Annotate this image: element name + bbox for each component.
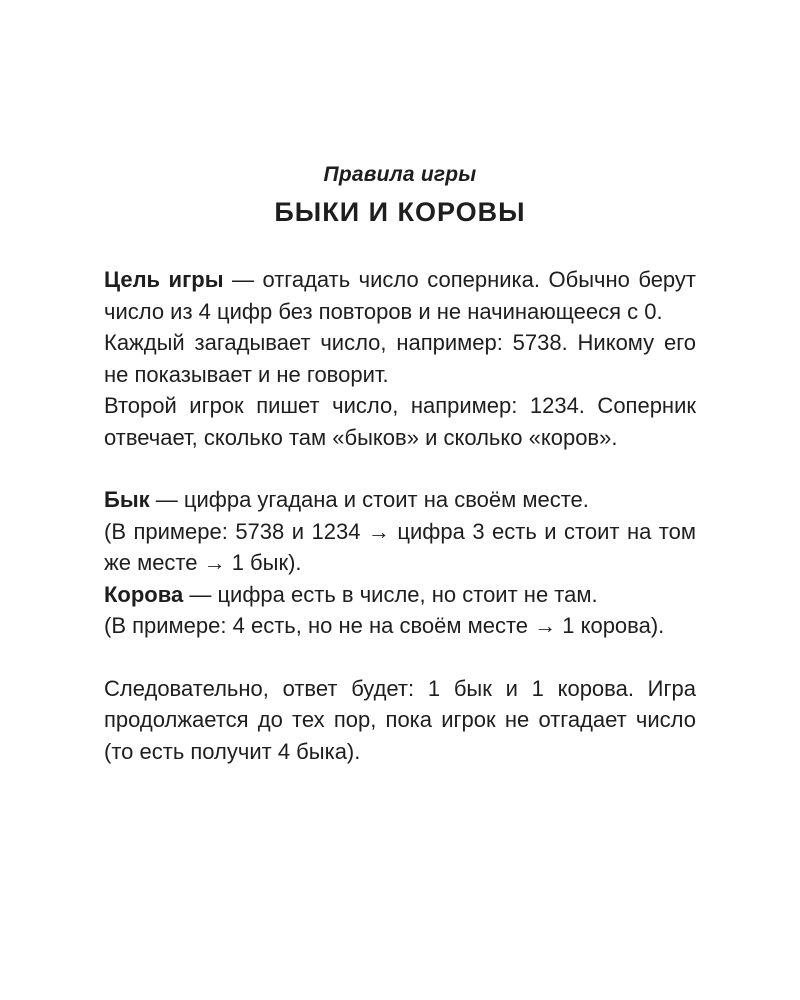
cow-example: (В примере: 4 есть, но не на своём месте → 1 корова). [104,613,665,638]
page-subtitle: Правила игры [323,163,477,186]
page-title: БЫКИ И КОРОВЫ [274,197,526,227]
goal-text: — отгадать число соперника. Обычно берут число из 4 цифр без повторов и не начинающееся с 0. [104,267,696,324]
cow-definition [104,579,696,611]
guess-paragraph: Второй игрок пишет число, например: 1234. Соперник отвечает, сколько там «быков» и сколько «коров». [104,393,696,450]
section-gap [104,642,696,673]
bull-example: (В примере: 5738 и 1234 → цифра 3 есть и стоит на том же месте → 1 бык). [104,518,696,575]
bull-definition [104,484,696,516]
bull-text: — цифра угадана и стоит на своём месте. [149,487,589,512]
secret-paragraph: Каждый загадывает число, например: 5738. Никому его не показывает и не говорит. [104,330,696,387]
section-gap [104,453,696,484]
cow-term: Корова [104,581,184,607]
goal-paragraph [104,264,696,327]
rules-page [104,160,696,767]
conclusion-paragraph: Следовательно, ответ будет: 1 бык и 1 корова. Игра продолжается до тех пор, пока игрок не отгадает число (то есть получит 4 быка). [104,675,696,764]
bull-term: Бык [104,487,150,512]
goal-term: Цель игры [104,267,224,292]
cow-text: — цифра есть в числе, но стоит не там. [183,581,598,607]
